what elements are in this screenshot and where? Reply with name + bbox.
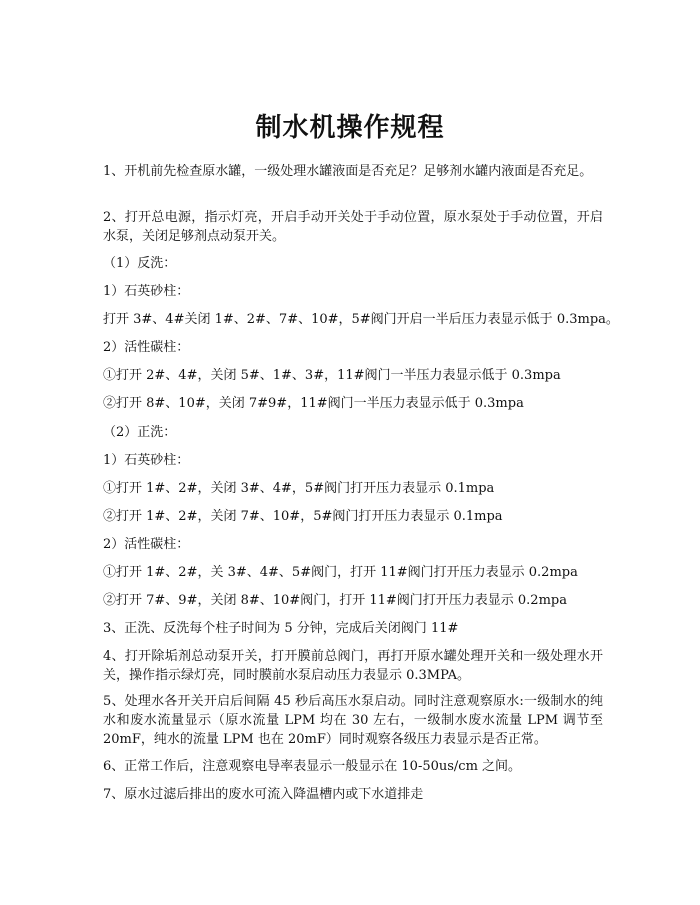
paragraph-quartz-forward-2: ②打开 1#、2#，关闭 7#、10#，5#阀门打开压力表显示 0.1mpa xyxy=(103,509,503,524)
paragraph-carbon-forward-1: ①打开 1#、2#，关 3#、4#、5#阀门，打开 11#阀门打开压力表显示 0.2mpa xyxy=(103,565,578,580)
paragraph-2: 2、打开总电源，指示灯亮，开启手动开关处于手动位置，原水泵处于手动位置，开启水泵，关闭足够剂点动泵开关。 xyxy=(103,210,603,244)
paragraph-7: 7、原水过滤后排出的废水可流入降温槽内或下水道排走 xyxy=(103,787,424,802)
paragraph-1: 1、开机前先检查原水罐，一级处理水罐液面是否充足？足够剂水罐内液面是否充足。 xyxy=(103,164,593,179)
section-backwash: （1）反洗： xyxy=(103,256,177,271)
paragraph-3: 3、正洗、反洗每个柱子时间为 5 分钟，完成后关闭阀门 11# xyxy=(103,621,459,636)
paragraph-4: 4、打开除垢剂总动泵开关，打开膜前总阀门，再打开原水罐处理开关和一级处理水开关，操作指示绿灯亮，同时膜前水泵启动压力表显示 0.3MPA。 xyxy=(103,649,603,683)
paragraph-quartz-forward-1: ①打开 1#、2#，关闭 3#、4#，5#阀门打开压力表显示 0.1mpa xyxy=(103,481,495,496)
page-title: 制水机操作规程 xyxy=(255,113,445,144)
paragraph-6: 6、正常工作后，注意观察电导率表显示一般显示在 10-50us/cm 之间。 xyxy=(103,759,522,774)
section-forward-wash: （2）正洗： xyxy=(103,425,177,440)
paragraph-carbon-forward-2: ②打开 7#、9#，关闭 8#、10#阀门，打开 11#阀门打开压力表显示 0.2mpa xyxy=(103,593,567,608)
subsection-quartz-sand-2: 1）石英砂柱： xyxy=(103,453,190,468)
paragraph-quartz-backwash: 打开 3#、4#关闭 1#、2#、7#、10#，5#阀门开启一半后压力表显示低于 0.3mpa。 xyxy=(103,312,619,327)
paragraph-carbon-backwash-1: ①打开 2#、4#，关闭 5#、1#、3#，11#阀门一半压力表显示低于 0.3mpa xyxy=(103,368,561,383)
paragraph-carbon-backwash-2: ②打开 8#、10#，关闭 7#9#，11#阀门一半压力表显示低于 0.3mpa xyxy=(103,396,524,411)
paragraph-5: 5、处理水各开关开启后间隔 45 秒后高压水泵启动。同时注意观察原水:一级制水的纯水和废水流量显示（原水流量 LPM 均在 30 左右，一级制水废水流量 LPM 调节至 20mF，纯水的流量 LPM 也在 20mF）同时观察各级压力表显示是否正常。 xyxy=(103,694,603,747)
subsection-quartz-sand: 1）石英砂柱： xyxy=(103,284,190,299)
subsection-activated-carbon-2: 2）活性碳柱： xyxy=(103,537,190,552)
subsection-activated-carbon: 2）活性碳柱： xyxy=(103,340,190,355)
